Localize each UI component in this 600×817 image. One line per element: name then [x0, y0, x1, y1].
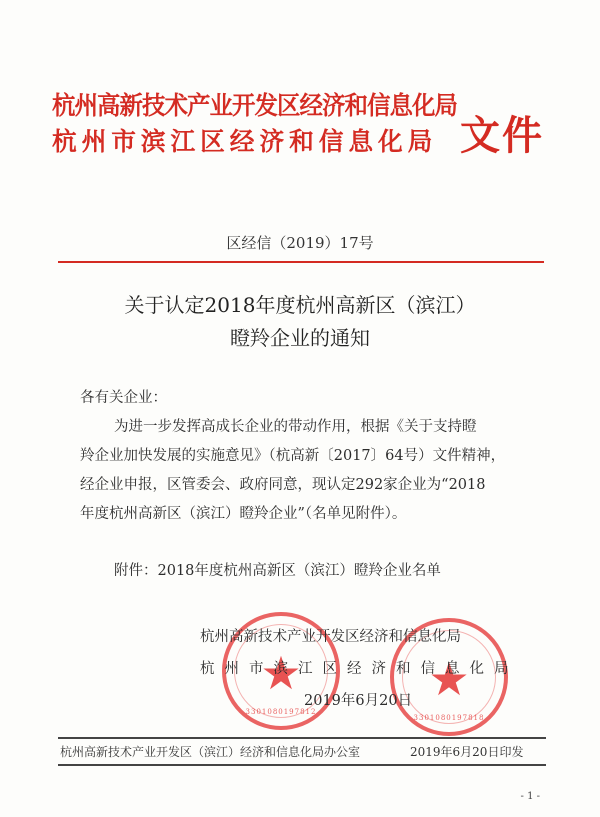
notice-title-line-1: 关于认定2018年度杭州高新区（滨江） [124, 293, 476, 317]
footer-divider-bottom [58, 764, 546, 766]
footer-print-date: 2019年6月20日印发 [410, 745, 524, 759]
page-number: - 1 - [520, 791, 540, 802]
signature-org-1: 杭州高新技术产业开发区经济和信息化局 [200, 629, 461, 645]
seal-code: 3301080197812 [245, 708, 317, 716]
org-name-line-2: 杭州市滨江区经济和信息化局 [52, 127, 438, 156]
seal-star-icon: ★ [428, 652, 470, 706]
document-header [52, 88, 562, 188]
issuing-organizations [52, 88, 462, 160]
footer-office: 杭州高新技术产业开发区（滨江）经济和信息化局办公室 [60, 745, 361, 759]
org-name-line-1: 杭州高新技术产业开发区经济和信息化局 [52, 91, 458, 120]
attachment-note: 附件：2018年度杭州高新区（滨江）瞪羚企业名单 [114, 563, 441, 579]
salutation: 各有关企业： [80, 390, 167, 406]
body-line-3: 经企业申报，区管委会、政府同意，现认定292家企业为“2018 [80, 477, 486, 493]
body-line-2: 羚企业加快发展的实施意见》（杭高新〔2017〕64号）文件精神， [80, 448, 506, 464]
document-label: 文件 [460, 112, 544, 159]
signature-org-2: 杭州市滨江区经济和信息化局 [200, 661, 519, 677]
body-line-1: 为进一步发挥高成长企业的带动作用，根据《关于支持瞪 [114, 419, 477, 435]
document-number: 区经信（2019）17号 [226, 234, 374, 252]
signature-date: 2019年6月20日 [304, 693, 413, 709]
seal-code: 3301080197818 [413, 714, 485, 722]
body-line-4: 年度杭州高新区（滨江）瞪羚企业”（名单见附件）。 [80, 506, 407, 522]
notice-title-line-2: 瞪羚企业的通知 [230, 326, 370, 350]
seal-star-icon: ★ [260, 646, 302, 700]
footer-divider-top [58, 737, 546, 739]
red-divider [58, 261, 544, 263]
